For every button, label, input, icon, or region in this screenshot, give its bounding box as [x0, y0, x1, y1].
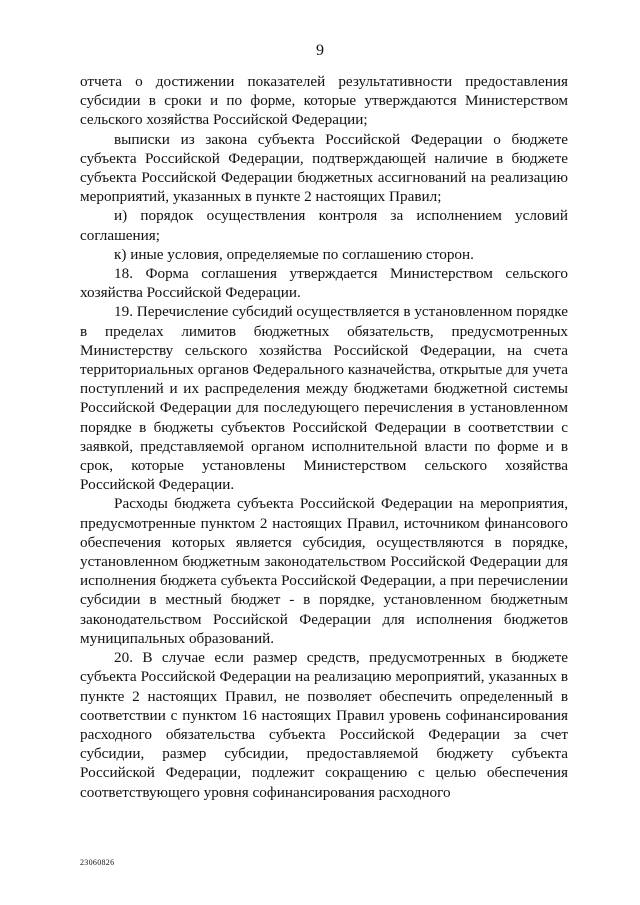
paragraph-report-continuation: отчета о достижении показателей результативности предоставления субсидии в сроки и по форме, которые утверждаются Министерством сельского хозяйства Российской Федерации; [80, 73, 568, 129]
paragraph-budget-law-extract: выписки из закона субъекта Российской Федерации о бюджете субъекта Российской Федерации, подтверждающей наличие в бюджете субъекта Российской Федерации бюджетных ассигнований на реализацию мероприятий, указанных в пункте 2 настоящих Правил; [80, 130, 568, 206]
paragraph-regional-expenditures: Расходы бюджета субъекта Российской Федерации на мероприятия, предусмотренные пунктом 2 настоящих Правил, источником финансового обеспечения которых является субсидия, осуществляются в порядке, установленном бюджетным законодательством Российской Федерации для исполнения бюджета субъекта Российской Федерации, а при перечислении субсидии в местный бюджет - в порядке, установленном бюджетным законодательством Российской Федерации для исполнения бюджетов муниципальных образований. [80, 495, 568, 647]
paragraph-18-agreement-form: 18. Форма соглашения утверждается Министерством сельского хозяйства Российской Федерации. [80, 265, 568, 302]
paragraph-item-i-control: и) порядок осуществления контроля за исполнением условий соглашения; [80, 207, 568, 244]
paragraph-item-k-other-conditions: к) иные условия, определяемые по соглашению сторон. [114, 245, 474, 263]
paragraph-19-transfer-of-subsidies: 19. Перечисление субсидий осуществляется в установленном порядке в пределах лимитов бюджетных обязательств, предусмотренных Министерству сельского хозяйства Российской Федерации, на счета территориальных органов Федерального казначейства, открытые для учета поступлений и их распределения между бюджетами бюджетной системы Российской Федерации для последующего перечисления в установленном порядке в бюджеты субъектов Российской Федерации в соответствии с заявкой, представляемой органом исполнительной власти по форме и в срок, которые установлены Министерством сельского хозяйства Российской Федерации. [80, 303, 568, 494]
document-code: 23060826 [80, 858, 115, 867]
document-body [80, 72, 568, 802]
paragraph-20-insufficient-funds: 20. В случае если размер средств, предусмотренных в бюджете субъекта Российской Федерации на реализацию мероприятий, указанных в пункте 2 настоящих Правил, не позволяет обеспечить определенный в соответствии с пунктом 16 настоящих Правил уровень софинансирования расходного обязательства субъекта Российской Федерации за счет субсидии, размер субсидии, предоставляемой бюджету субъекта Российской Федерации, подлежит сокращению с целью обеспечения соответствующего уровня софинансирования расходного [80, 649, 568, 801]
page-number: 9 [316, 42, 324, 59]
